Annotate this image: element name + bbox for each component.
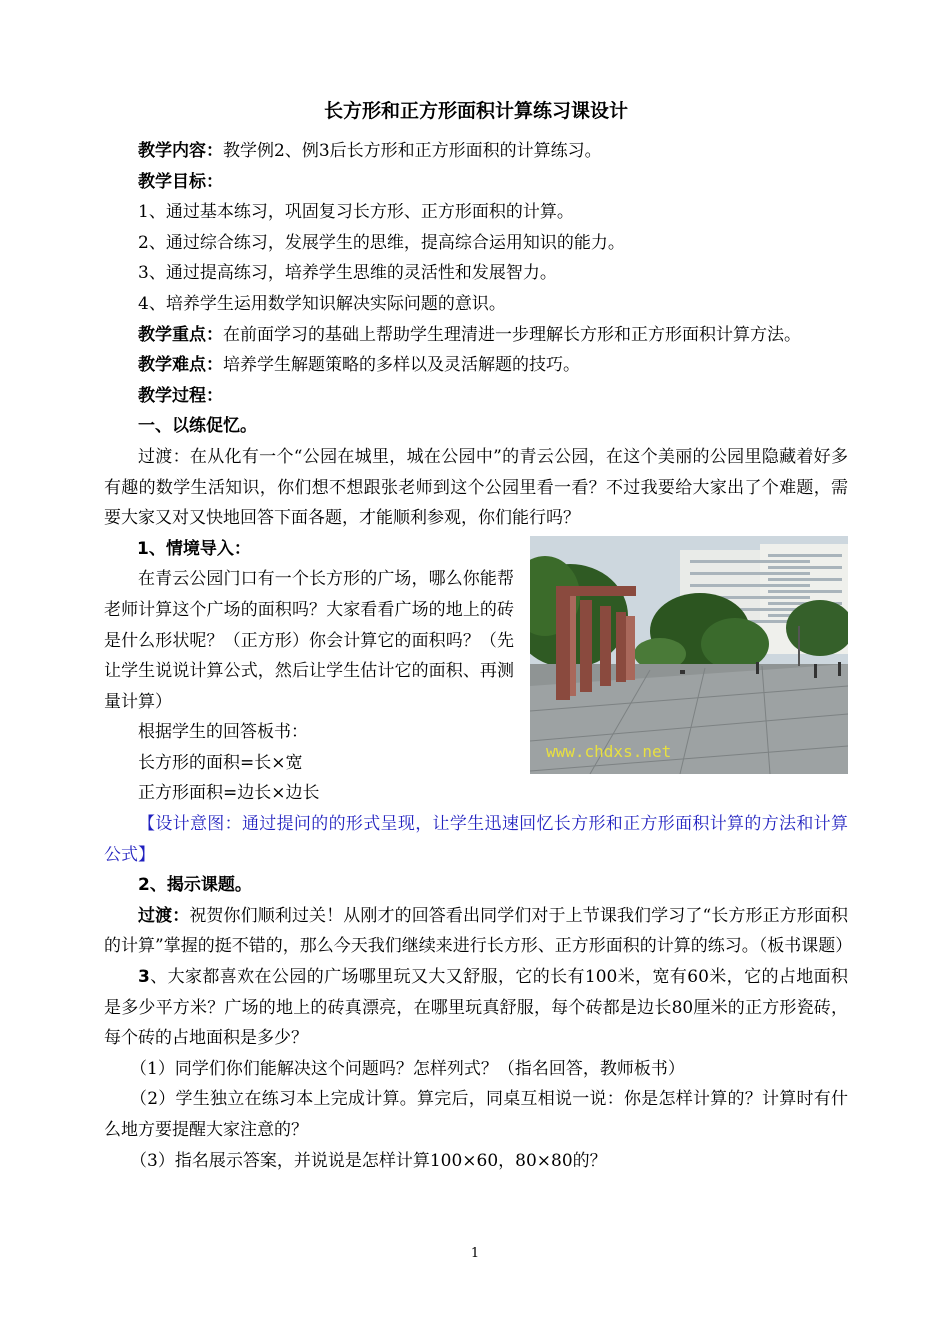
page-number: 1 [470,1246,480,1261]
scene-paragraph: 在青云公园门口有一个长方形的广场，哪么你能帮老师计算这个广场的面积吗？大家看看广场的地上的砖是什么形状呢？（正方形）你会计算它的面积吗？（先让学生说说计算公式，然后让学生估计它的面积、再测量计算） [104,569,514,712]
goal-item: 3、通过提高练习，培养学生思维的灵活性和发展智力。 [138,263,557,284]
section-heading-scene: 1、情境导入： [137,538,251,559]
teaching-focus: 教学重点：在前面学习的基础上帮助学生理清进一步理解长方形和正方形面积计算方法。 [138,324,801,345]
goal-item: 1、通过基本练习，巩固复习长方形、正方形面积的计算。 [138,202,574,223]
board-intro: 根据学生的回答板书： [138,722,308,743]
design-intent-note: 【设计意图：通过提问的的形式呈现，让学生迅速回忆长方形和正方形面积计算的方法和计算公式】 [104,814,848,865]
exercise-step-3: （3）指名展示答案，并说说是怎样计算100×60，80×80的？ [130,1150,607,1171]
document-body [104,96,853,1176]
transition-paragraph-1: 过渡：在从化有一个“公园在城里，城在公园中”的青云公园，在这个美丽的公园里隐藏着好多有趣的数学生活知识，你们想不想跟张老师到这个公园里看一看？不过我要给大家出了个难题，需要大家又对又快地回答下面各题，才能顺利参观，你们能行吗？ [104,446,848,529]
goal-item: 4、培养学生运用数学知识解决实际问题的意识。 [138,293,506,314]
exercise-step-1: （1）同学们你们能解决这个问题吗？怎样列式？（指名回答，教师板书） [130,1058,685,1079]
park-photo [530,536,848,774]
goal-item: 2、通过综合练习，发展学生的思维，提高综合运用知识的能力。 [138,232,625,253]
exercise-3: 3、大家都喜欢在公园的广场哪里玩又大又舒服，它的长有100米，宽有60米，它的占地面积是多少平方米？广场的地上的砖真漂亮，在哪里玩真舒服，每个砖都是边长80厘米的正方形瓷砖，每个砖的占地面积是多少？ [104,967,848,1049]
teaching-difficulty: 教学难点：培养学生解题策略的多样以及灵活解题的技巧。 [138,355,580,376]
process-heading: 教学过程： [138,385,223,406]
transition-paragraph-2: 过渡：祝贺你们顺利过关！从刚才的回答看出同学们对于上节课我们学习了“长方形正方形面积的计算”掌握的挺不错的，那么今天我们继续来进行长方形、正方形面积的计算的练习。（板书课题） [104,905,853,957]
park-square-image [530,536,848,774]
teaching-content: 教学内容：教学例2、例3后长方形和正方形面积的计算练习。 [138,141,602,161]
formula-square: 正方形面积=边长×边长 [138,783,320,804]
photo-watermark: www.chdxs.net [546,741,672,761]
document-title: 长方形和正方形面积计算练习课设计 [323,100,628,122]
exercise-step-2: （2）学生独立在练习本上完成计算。算完后，同桌互相说一说：你是怎样计算的？计算时有什么地方要提醒大家注意的？ [104,1089,848,1140]
formula-rectangle: 长方形的面积=长×宽 [138,752,303,773]
section-heading-1: 一、以练促忆。 [138,416,257,437]
section-heading-topic: 2、揭示课题。 [138,875,252,896]
goals-heading: 教学目标： [138,171,223,192]
